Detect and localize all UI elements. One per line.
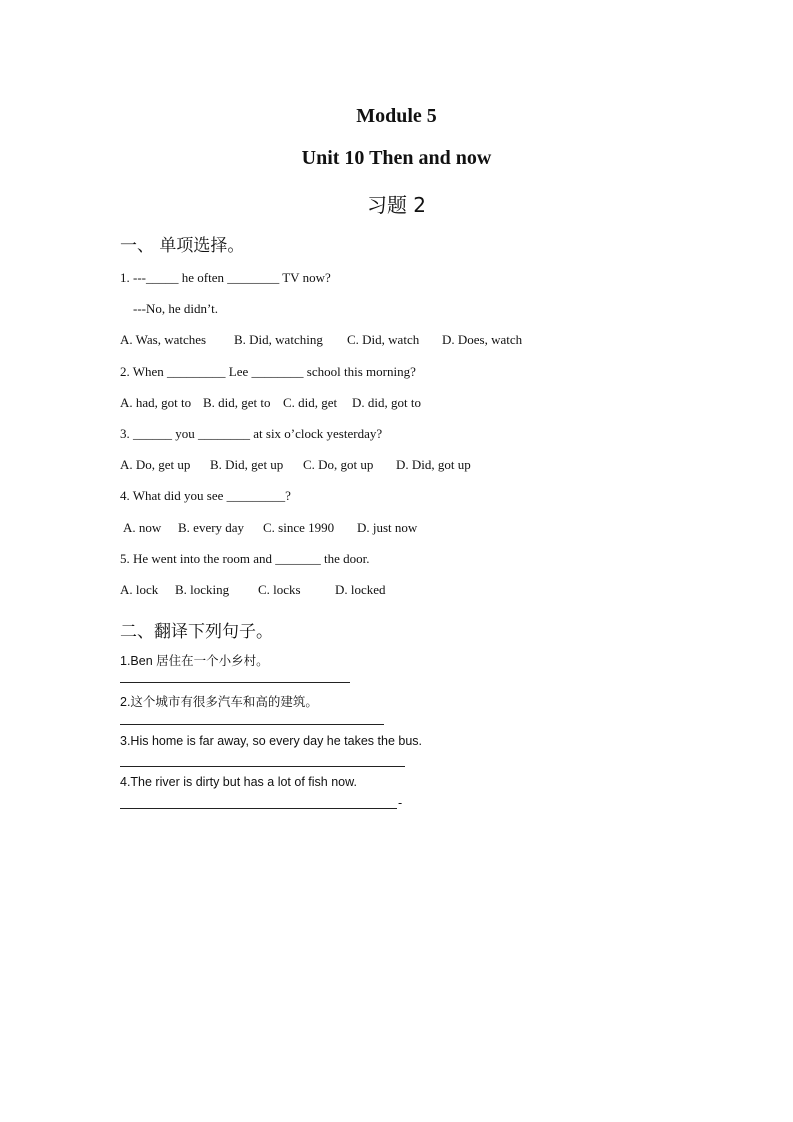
translation-item-4: 4.The river is dirty but has a lot of fish now.: [120, 775, 357, 789]
question-5-option-d: D. locked: [335, 582, 386, 597]
translation-item-1: 1.Ben 居住在一个小乡村。: [120, 654, 269, 668]
question-2-option-c: C. did, get: [283, 395, 338, 410]
answer-line-4[interactable]: [120, 808, 397, 809]
question-2-option-b: B. did, get to: [203, 395, 271, 410]
section2-heading: 二、翻译下列句子。: [120, 622, 273, 642]
question-4-option-b: B. every day: [178, 520, 245, 535]
question-4-option-d: D. just now: [357, 520, 418, 535]
question-1-option-b: B. Did, watching: [234, 332, 323, 347]
question-3-stem: 3. ______ you ________ at six o’clock yesterday?: [120, 426, 383, 441]
question-3-option-c: C. Do, got up: [303, 457, 374, 472]
translation-item-3: 3.His home is far away, so every day he takes the bus.: [120, 734, 422, 748]
question-3-option-a: A. Do, get up: [120, 457, 191, 472]
question-3-option-d: D. Did, got up: [396, 457, 471, 472]
question-5-option-c: C. locks: [258, 582, 301, 597]
module-title: Module 5: [356, 105, 437, 127]
question-4-option-c: C. since 1990: [263, 520, 335, 535]
question-4-option-a: A. now: [123, 520, 162, 535]
answer-line-2[interactable]: [120, 724, 384, 725]
question-5-option-b: B. locking: [175, 582, 230, 597]
unit-title: Unit 10 Then and now: [301, 147, 492, 169]
question-1-option-a: A. Was, watches: [120, 332, 207, 347]
section1-heading: 一、 单项选择。: [120, 236, 245, 256]
question-1-option-d: D. Does, watch: [442, 332, 523, 347]
question-1-reply: ---No, he didn’t.: [133, 301, 218, 316]
question-5-stem: 5. He went into the room and _______ the door.: [120, 551, 370, 566]
question-4-stem: 4. What did you see _________?: [120, 488, 291, 503]
exercise-title: 习题 2: [366, 193, 427, 217]
translation-item-2: 2.这个城市有很多汽车和高的建筑。: [120, 695, 318, 709]
question-2-option-d: D. did, got to: [352, 395, 421, 410]
question-5-option-a: A. lock: [120, 582, 159, 597]
question-3-option-b: B. Did, get up: [210, 457, 284, 472]
question-1-option-c: C. Did, watch: [347, 332, 420, 347]
question-2-stem: 2. When _________ Lee ________ school this morning?: [120, 364, 416, 379]
answer-line-3[interactable]: [120, 766, 405, 767]
question-2-option-a: A. had, got to: [120, 395, 192, 410]
question-1-stem: 1. ---_____ he often ________ TV now?: [120, 270, 331, 285]
trailing-dash: -: [398, 796, 403, 810]
answer-line-1[interactable]: [120, 682, 350, 683]
